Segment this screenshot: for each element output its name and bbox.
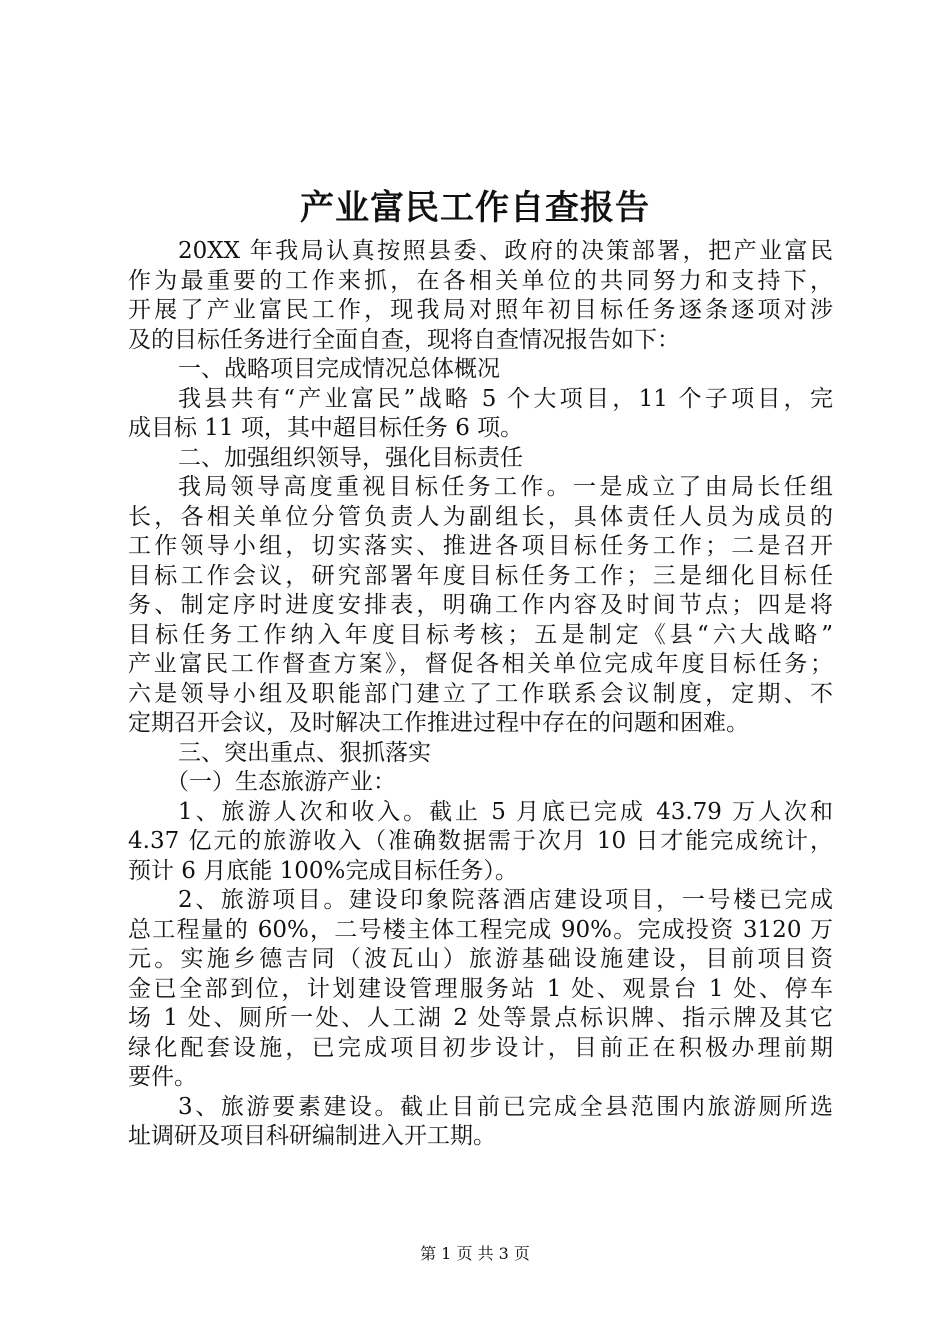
- paragraph-line: 开展了产业富民工作，现我局对照年初目标任务逐条逐项对涉: [128, 297, 833, 323]
- paragraph-line: 成目标 11 项，其中超目标任务 6 项。: [128, 415, 524, 441]
- paragraph-line: 务、制定序时进度安排表，明确工作内容及时间节点；四是将: [128, 592, 833, 618]
- paragraph-line: 长，各相关单位分管负责人为副组长，具体责任人员为成员的: [128, 503, 833, 530]
- paragraph-line: 目标任务工作纳入年度目标考核；五是制定《县“六大战略”: [128, 621, 833, 648]
- paragraph-line: 场 1 处、厕所一处、人工湖 2 处等景点标识牌、指示牌及其它: [128, 1005, 833, 1031]
- section-heading: 三、突出重点、狠抓落实: [178, 739, 431, 766]
- section-heading: 一、战略项目完成情况总体概况: [178, 356, 500, 382]
- paragraph-line: 4.37 亿元的旅游收入（准确数据需于次月 10 日才能完成统计，: [128, 828, 833, 854]
- paragraph-line: 我县共有“产业富民”战略 5 个大项目，11 个子项目，完: [178, 385, 833, 412]
- document-title: 产业富民工作自查报告: [300, 188, 650, 228]
- paragraph-line: 1、旅游人次和收入。截止 5 月底已完成 43.79 万人次和: [178, 798, 833, 825]
- section-heading: 二、加强组织领导，强化目标责任: [178, 444, 523, 471]
- paragraph-line: 元。实施乡德吉同（波瓦山）旅游基础设施建设，目前项目资: [128, 946, 833, 972]
- paragraph-line: 要件。: [128, 1064, 197, 1090]
- paragraph-line: 址调研及项目科研编制进入开工期。: [128, 1123, 496, 1149]
- subsection-heading: （一）生态旅游产业：: [166, 769, 396, 795]
- paragraph-line: 目标工作会议，研究部署年度目标任务工作；三是细化目标任: [128, 562, 833, 589]
- paragraph-line: 总工程量的 60%，二号楼主体工程完成 90%。完成投资 3120 万: [128, 916, 833, 943]
- paragraph-line: 六是领导小组及职能部门建立了工作联系会议制度，定期、不: [128, 680, 833, 707]
- paragraph-line: 作为最重要的工作来抓，在各相关单位的共同努力和支持下，: [128, 267, 833, 294]
- paragraph-line: 3、旅游要素建设。截止目前已完成全县范围内旅游厕所选: [178, 1093, 833, 1120]
- paragraph-line: 20XX 年我局认真按照县委、政府的决策部署，把产业富民: [178, 238, 833, 264]
- paragraph-line: 及的目标任务进行全面自查，现将自查情况报告如下：: [128, 326, 680, 353]
- page-number: 第 1 页 共 3 页: [420, 1244, 530, 1263]
- paragraph-line: 产业富民工作督查方案》，督促各相关单位完成年度目标任务；: [128, 651, 833, 677]
- paragraph-line: 2、旅游项目。建设印象院落酒店建设项目，一号楼已完成: [178, 887, 833, 913]
- document-body: [128, 237, 833, 1152]
- paragraph-line: 我局领导高度重视目标任务工作。一是成立了由局长任组: [178, 474, 833, 500]
- paragraph-line: 工作领导小组，切实落实、推进各项目标任务工作；二是召开: [128, 533, 833, 559]
- paragraph-line: 定期召开会议，及时解决工作推进过程中存在的问题和困难。: [128, 710, 749, 736]
- paragraph-line: 预计 6 月底能 100%完成目标任务）。: [128, 857, 518, 884]
- paragraph-line: 绿化配套设施，已完成项目初步设计，目前正在积极办理前期: [128, 1034, 833, 1061]
- paragraph-line: 金已全部到位，计划建设管理服务站 1 处、观景台 1 处、停车: [128, 975, 833, 1002]
